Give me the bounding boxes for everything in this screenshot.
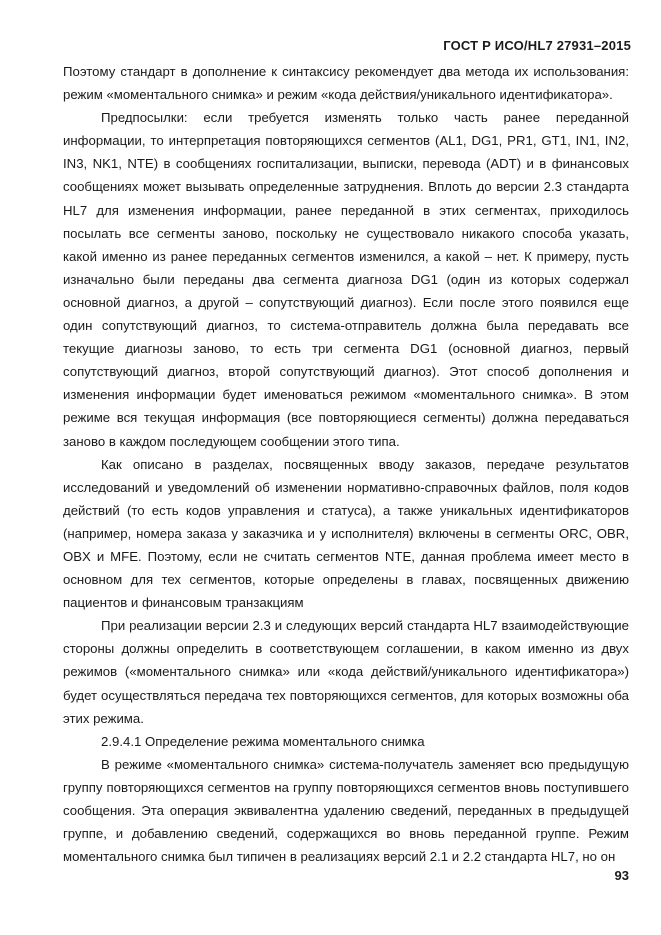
- body-text: [63, 60, 629, 868]
- paragraph-intro: Поэтому стандарт в дополнение к синтаксису рекомендует два метода их использования: режим «моментального снимка» и режим «кода действия/уникального идентификатора».: [63, 64, 629, 103]
- page-header-standard: ГОСТ Р ИСО/HL7 27931–2015: [443, 38, 631, 53]
- page-number: 93: [614, 868, 629, 883]
- section-heading: 2.9.4.1 Определение режима моментального снимка: [101, 733, 425, 749]
- paragraph-implementation: При реализации версии 2.3 и следующих версий стандарта HL7 взаимодействующие стороны должны определить в соответствующем соглашении, в каком именно из двух режимов («моментального снимка» или «кода действий/уникального идентификатора») будет осуществляться передача тех повторяющихся сегментов, для которых возможны оба этих режима.: [63, 618, 629, 726]
- paragraph-prerequisites: Предпосылки: если требуется изменять только часть ранее переданной информации, то интерпретация повторяющихся сегментов (AL1, DG1, PR1, GT1, IN1, IN2, IN3, NK1, NTE) в сообщениях госпитализации, выписки, перевода (ADT) и в финансовых сообщениях может вызывать определенные затруднения. Вплоть до версии 2.3 стандарта HL7 для изменения информации, ранее переданной в этих сегментах, приходилось посылать все сегменты заново, поскольку не существовало никакого способа указать, какой именно из ранее переданных сегментов изменился, а какой – нет. К примеру, пусть изначально были переданы два сегмента диагноза DG1 (один из которых содержал основной диагноз, а другой – сопутствующий диагноз). Если после этого появился еще один сопутствующий диагноз, то система-отправитель должна была передавать все текущие диагнозы заново, то есть три сегмента DG1 (основной диагноз, первый сопутствующий диагноз, второй сопутствующий диагноз). Этот способ дополнения и изменения информации будет именоваться режимом «моментального снимка». В этом режиме вся текущая информация (все повторяющиеся сегменты) должна передаваться заново в каждом последующем сообщении этого типа.: [63, 110, 629, 449]
- paragraph-snapshot-mode: В режиме «моментального снимка» система-получатель заменяет всю предыдущую группу повторяющихся сегментов на группу повторяющихся сегментов вновь поступившего сообщения. Эта операция эквивалентна удалению сведений, переданных в предыдущей группе, и добавлению сведений, содержащихся во вновь переданной группе. Режим моментального снимка был типичен в реализациях версий 2.1 и 2.2 стандарта HL7, но он: [63, 756, 629, 865]
- paragraph-action-codes: Как описано в разделах, посвященных вводу заказов, передаче результатов исследований и уведомлений об изменении нормативно-справочных файлов, поля кодов действий (то есть кодов управления и статуса), а также уникальных идентификаторов (например, номера заказа у заказчика и у исполнителя) включены в сегменты ORC, OBR, OBX и MFE. Поэтому, если не считать сегментов NTE, данная проблема имеет место в основном для тех сегментов, которые определены в главах, посвященных движению пациентов и финансовым транзакциям: [63, 456, 629, 611]
